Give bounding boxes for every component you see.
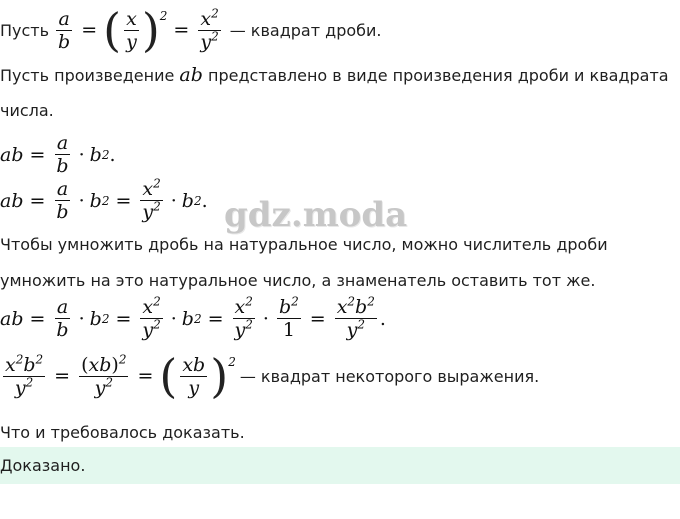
line-1 — [0, 4, 382, 56]
formula-2: ab = $\frac{a}{b}$ · b 2 . — [0, 132, 116, 177]
line-1-suffix: — квадрат дроби. — [229, 20, 382, 40]
formula-1: $\frac{a}{b}$ = ( $\frac{x}{y}$ ) $^2$ = $\frac{x^2}{y^2}$ — [58, 3, 219, 57]
line-1-prefix: Пусть — [0, 20, 50, 40]
formula-4: ab = $\frac{a}{b}$ · b 2 = $\frac{x^2}{y^2}$ · b 2 = $\frac{x^2}{y^2}$ · $\frac{b^2}{1}$ = $\frac{x^2b^2}{y^2}$ . — [0, 294, 386, 341]
line-10: Что и требовалось доказать. — [0, 423, 245, 442]
watermark: gdz.moda — [224, 195, 408, 235]
line-9-suffix: — квадрат некоторого выражения. — [239, 366, 540, 386]
line-3: числа. — [0, 101, 54, 120]
line-6: Чтобы умножить дробь на натуральное число, можно числитель дроби — [0, 235, 608, 254]
line-2-var: ab — [179, 64, 203, 86]
line-9 — [0, 348, 539, 404]
conclusion-banner — [0, 447, 680, 484]
line-2-prefix: Пусть произведение — [0, 66, 175, 85]
line-2-suffix: представлено в виде произведения дроби и квадрата — [208, 66, 669, 85]
line-2 — [0, 64, 669, 86]
formula-5: $\frac{x^2b^2}{y^2}$ = $\frac{(xb)^2}{y^2}$ = ( $\frac{xb}{y}$ ) $^2$ — [5, 349, 236, 403]
conclusion-text: Доказано. — [0, 456, 86, 475]
line-7: умножить на это натуральное число, а знаменатель оставить тот же. — [0, 271, 596, 290]
formula-3: ab = $\frac{a}{b}$ · b 2 = $\frac{x^2}{y^2}$ · b 2 . — [0, 176, 208, 223]
